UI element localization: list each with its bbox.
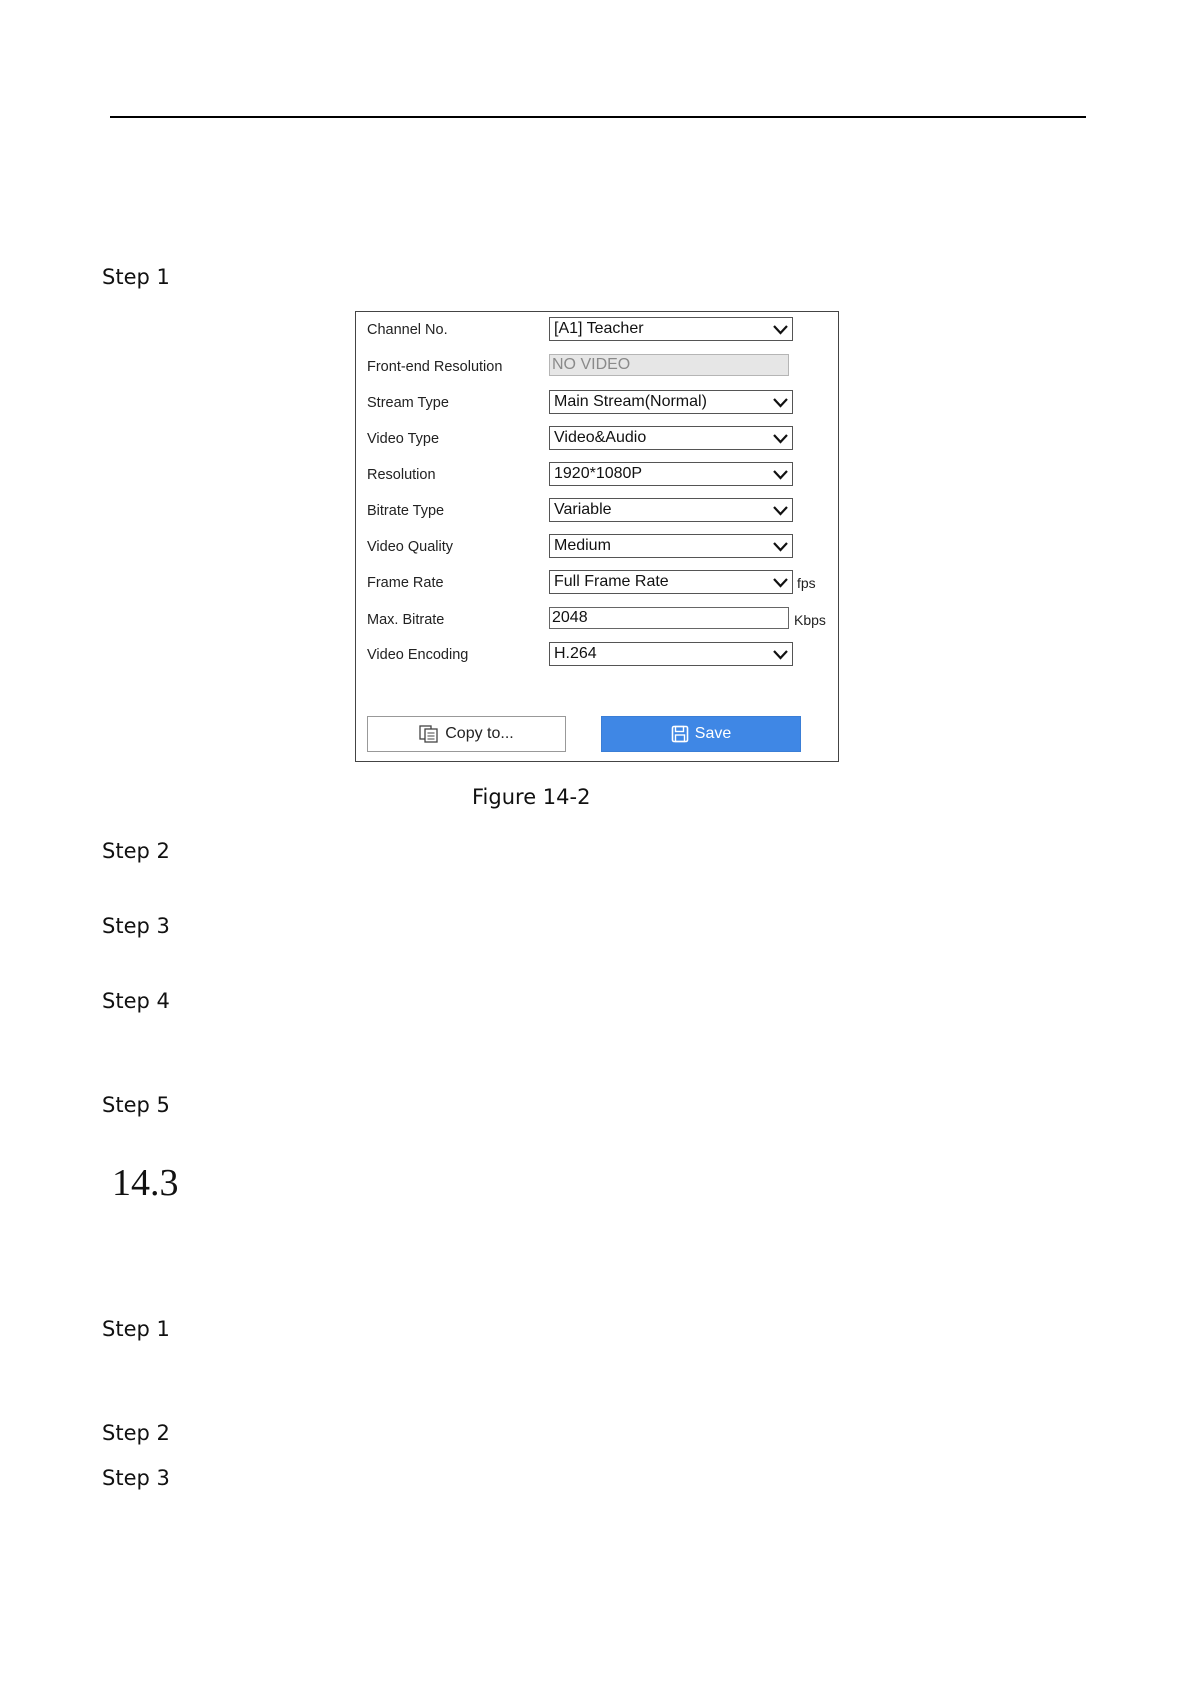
max-bitrate-value: 2048 xyxy=(552,609,588,626)
stream-type-select[interactable] xyxy=(549,390,793,414)
chevron-down-icon xyxy=(772,430,789,447)
save-button[interactable] xyxy=(601,716,801,752)
bitrate-type-value: Variable xyxy=(554,501,612,518)
video-type-label: Video Type xyxy=(367,431,440,447)
step-label: Step 2 xyxy=(102,839,170,863)
chevron-down-icon xyxy=(772,321,789,338)
video-quality-select[interactable] xyxy=(549,534,793,558)
step-label: Step 3 xyxy=(102,1466,170,1490)
channel-no-label: Channel No. xyxy=(367,322,448,338)
video-encoding-label: Video Encoding xyxy=(367,647,469,663)
frame-rate-row xyxy=(356,570,840,596)
figure-caption: Figure 14-2 xyxy=(472,785,591,809)
bitrate-type-label: Bitrate Type xyxy=(367,503,445,519)
bitrate-type-select[interactable] xyxy=(549,498,793,522)
video-type-value: Video&Audio xyxy=(554,429,647,446)
step-label: Step 5 xyxy=(102,1093,170,1117)
front-end-resolution-field xyxy=(549,354,789,376)
video-quality-row xyxy=(356,534,840,560)
copy-icon xyxy=(419,725,439,743)
channel-select[interactable] xyxy=(549,317,793,341)
step-label: Step 3 xyxy=(102,914,170,938)
channel-value: [A1] Teacher xyxy=(554,320,644,337)
stream-type-label: Stream Type xyxy=(367,395,449,411)
step-label: Step 4 xyxy=(102,989,170,1013)
video-type-row xyxy=(356,426,840,452)
step-label: Step 2 xyxy=(102,1421,170,1445)
video-quality-label: Video Quality xyxy=(367,539,453,555)
section-number: 14.3 xyxy=(112,1162,179,1204)
frame-rate-unit: fps xyxy=(797,575,816,591)
resolution-row xyxy=(356,462,840,488)
front-end-resolution-value: NO VIDEO xyxy=(552,356,631,373)
step-label: Step 1 xyxy=(102,265,170,289)
chevron-down-icon xyxy=(772,646,789,663)
video-encoding-value: H.264 xyxy=(554,645,597,662)
chevron-down-icon xyxy=(772,574,789,591)
channel-row xyxy=(356,317,840,343)
max-bitrate-unit: Kbps xyxy=(794,612,826,628)
header-rule xyxy=(110,116,1086,118)
encoding-settings-panel xyxy=(355,311,839,762)
chevron-down-icon xyxy=(772,538,789,555)
video-encoding-select[interactable] xyxy=(549,642,793,666)
video-quality-value: Medium xyxy=(554,537,611,554)
video-encoding-row xyxy=(356,642,840,668)
max-bitrate-label: Max. Bitrate xyxy=(367,612,445,628)
stream-type-row xyxy=(356,390,840,416)
max-bitrate-row xyxy=(356,607,840,633)
frame-rate-select[interactable] xyxy=(549,570,793,594)
chevron-down-icon xyxy=(772,394,789,411)
copy-to-button[interactable] xyxy=(367,716,566,752)
copy-to-label: Copy to... xyxy=(445,725,514,742)
video-type-select[interactable] xyxy=(549,426,793,450)
front-end-resolution-row xyxy=(356,354,840,380)
max-bitrate-input[interactable] xyxy=(549,607,789,629)
save-label: Save xyxy=(694,725,732,742)
step-label: Step 1 xyxy=(102,1317,170,1341)
chevron-down-icon xyxy=(772,466,789,483)
frame-rate-label: Frame Rate xyxy=(367,575,444,591)
resolution-value: 1920*1080P xyxy=(554,465,643,482)
chevron-down-icon xyxy=(772,502,789,519)
resolution-label: Resolution xyxy=(367,467,436,483)
frame-rate-value: Full Frame Rate xyxy=(554,573,669,590)
resolution-select[interactable] xyxy=(549,462,793,486)
bitrate-type-row xyxy=(356,498,840,524)
save-icon xyxy=(671,725,689,743)
stream-type-value: Main Stream(Normal) xyxy=(554,393,707,410)
front-end-resolution-label: Front-end Resolution xyxy=(367,359,503,375)
